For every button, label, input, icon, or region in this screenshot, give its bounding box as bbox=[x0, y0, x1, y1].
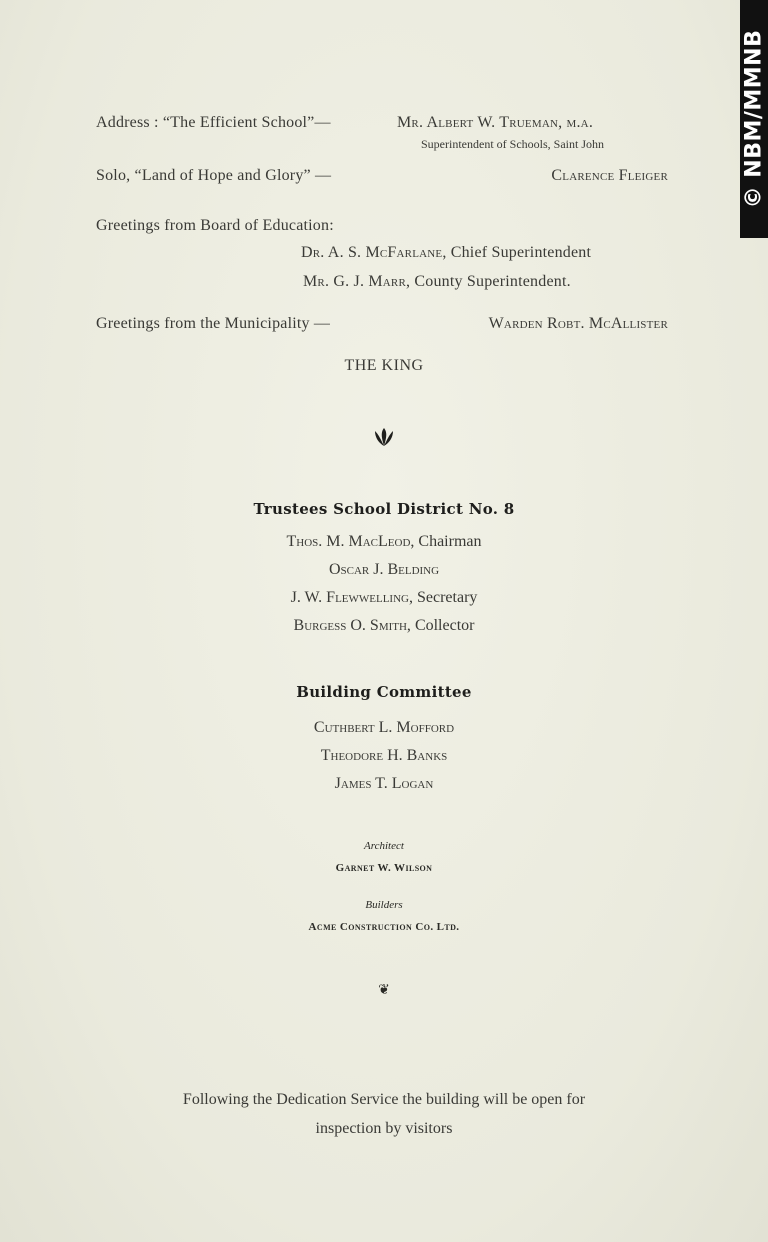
small-ornament-icon: ❦ bbox=[378, 983, 390, 998]
trustee-role: Chairman bbox=[418, 533, 482, 550]
builders-heading: Builders bbox=[365, 899, 403, 911]
trustee-name: Thos. M. MacLeod, bbox=[286, 533, 415, 550]
address-speaker-title: Superintendent of Schools, Saint John bbox=[421, 137, 604, 151]
address-label: Address : “The Efficient School”— bbox=[96, 114, 331, 131]
trustees-heading: Trustees School District No. 8 bbox=[253, 500, 515, 518]
trustee-name: J. W. Flewwelling, bbox=[290, 589, 413, 606]
board-person-2 bbox=[303, 273, 571, 291]
committee-member: James T. Logan bbox=[334, 775, 434, 792]
ornament-icon bbox=[0, 425, 768, 454]
footer-line-2: inspection by visitors bbox=[315, 1120, 453, 1137]
trustee-name: Oscar J. Belding bbox=[328, 561, 440, 578]
board-person-1-role: Chief Superintendent bbox=[450, 244, 592, 261]
board-person-2-name: Mr. G. J. Marr, bbox=[303, 273, 411, 290]
architect-name: Garnet W. Wilson bbox=[335, 862, 433, 874]
board-greetings-label: Greetings from Board of Education: bbox=[96, 217, 334, 234]
trustee-item bbox=[0, 561, 768, 579]
committee-member: Theodore H. Banks bbox=[320, 747, 448, 764]
footer-line-1: Following the Dedication Service the building will be open for bbox=[182, 1091, 586, 1108]
trustee-role: Secretary bbox=[416, 589, 478, 606]
solo-performer: Clarence Fleiger bbox=[551, 167, 668, 184]
board-person-1-name: Dr. A. S. McFarlane, bbox=[301, 244, 447, 261]
trustee-item bbox=[0, 617, 768, 635]
address-speaker: Mr. Albert W. Trueman, m.a. bbox=[397, 114, 594, 131]
watermark-text: © NBM/MMNB bbox=[741, 29, 767, 209]
trustee-item bbox=[0, 589, 768, 607]
closing-anthem: THE KING bbox=[344, 357, 424, 374]
board-person-2-role: County Superintendent. bbox=[414, 273, 571, 290]
municipality-person: Warden Robt. McAllister bbox=[488, 315, 668, 332]
board-person-1 bbox=[301, 244, 591, 262]
building-committee-heading: Building Committee bbox=[296, 683, 472, 701]
trustee-item bbox=[0, 533, 768, 551]
committee-member: Cuthbert L. Mofford bbox=[313, 719, 455, 736]
solo-label: Solo, “Land of Hope and Glory” — bbox=[96, 167, 332, 184]
copyright-watermark bbox=[740, 0, 768, 238]
architect-heading: Architect bbox=[364, 840, 404, 852]
trustee-name: Burgess O. Smith, bbox=[293, 617, 411, 634]
trustee-role: Collector bbox=[414, 617, 475, 634]
municipality-greetings-label: Greetings from the Municipality — bbox=[96, 315, 331, 332]
builders-name: Acme Construction Co. Ltd. bbox=[308, 921, 460, 933]
